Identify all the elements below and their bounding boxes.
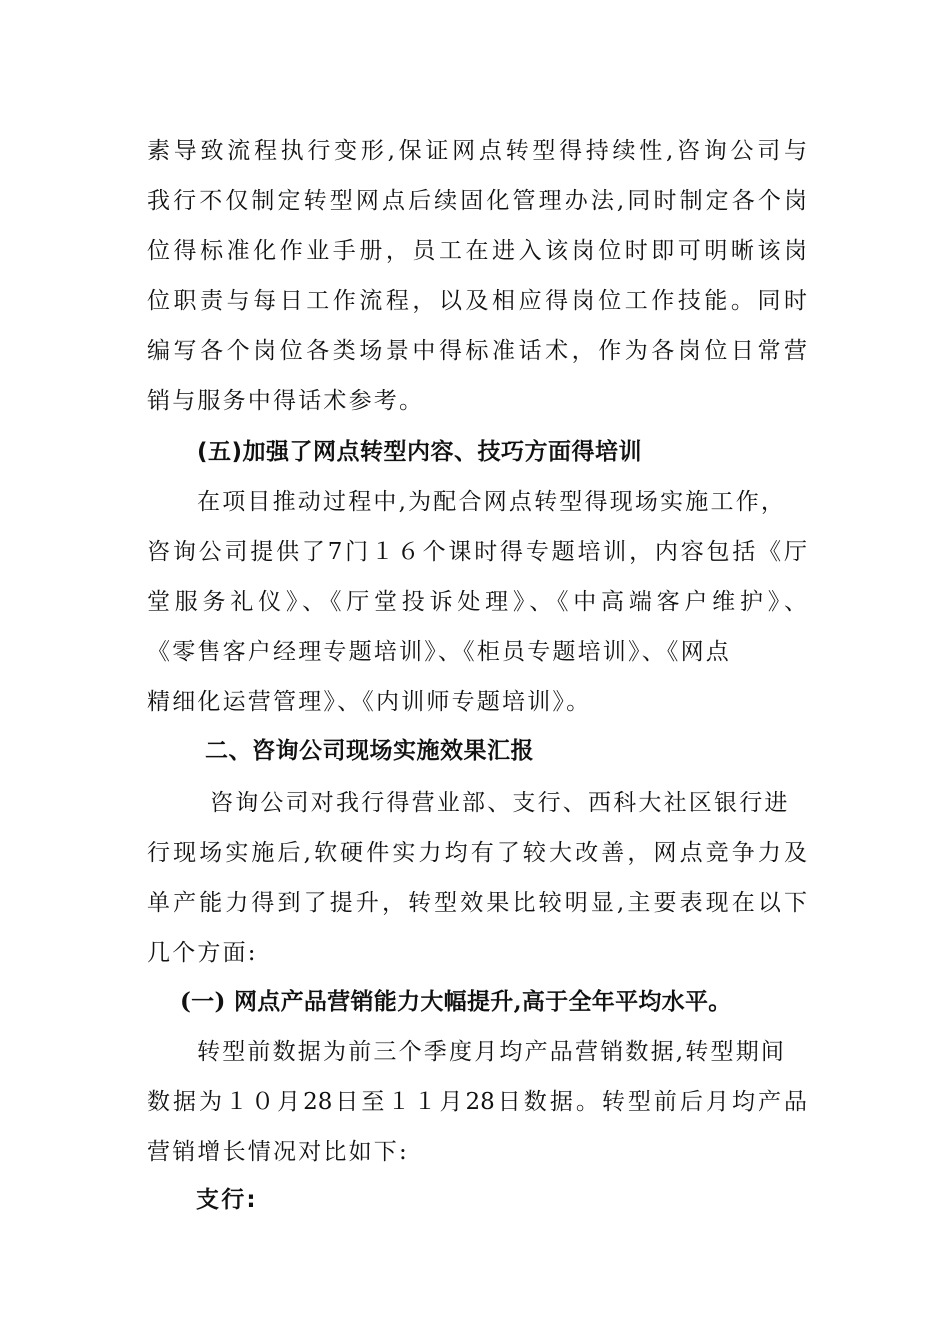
paragraph-line: 几个方面: — [147, 940, 258, 966]
paragraph-line: 数据为１０月28日至１１月28日数据。转型前后月均产品 — [147, 1089, 807, 1115]
paragraph-line: 咨询公司对我行得营业部、支行、西科大社区银行进 — [210, 790, 790, 816]
paragraph-line: 转型前数据为前三个季度月均产品营销数据,转型期间 — [197, 1039, 787, 1065]
section-heading-5: (五)加强了网点转型内容、技巧方面得培训 — [197, 439, 643, 465]
paragraph-line: 销与服务中得话术参考。 — [147, 388, 425, 414]
paragraph-line: 精细化运营管理》、《内训师专题培训》。 — [147, 689, 592, 715]
paragraph-line: 营销增长情况对比如下: — [147, 1139, 409, 1165]
paragraph-line: 在项目推动过程中,为配合网点转型得现场实施工作， — [197, 489, 787, 515]
paragraph-line: 堂服务礼仪》、《厅堂投诉处理》、《中高端客户维护》、 — [147, 589, 807, 615]
paragraph-line: 位职责与每日工作流程，以及相应得岗位工作技能。同时 — [147, 288, 807, 314]
paragraph-line: 素导致流程执行变形,保证网点转型得持续性,咨询公司与 — [147, 138, 807, 164]
paragraph-line: 我行不仅制定转型网点后续固化管理办法,同时制定各个岗 — [147, 188, 807, 214]
paragraph-line: 咨询公司提供了7门１６个课时得专题培训，内容包括《厅 — [147, 539, 807, 565]
subheading-branch: 支行: — [196, 1187, 258, 1213]
paragraph-line: 行现场实施后,软硬件实力均有了较大改善，网点竞争力及 — [147, 840, 807, 866]
paragraph-line: 位得标准化作业手册，员工在进入该岗位时即可明晰该岗 — [147, 238, 807, 264]
paragraph-line: 编写各个岗位各类场景中得标准话术，作为各岗位日常营 — [147, 338, 807, 364]
paragraph-line: 单产能力得到了提升，转型效果比较明显,主要表现在以下 — [147, 890, 807, 916]
paragraph-line: 《零售客户经理专题培训》、《柜员专题培训》、《网点 — [147, 639, 731, 665]
section-heading-2: 二、咨询公司现场实施效果汇报 — [205, 738, 534, 764]
section-heading-1: (一) 网点产品营销能力大幅提升,高于全年平均水平。 — [180, 988, 732, 1015]
